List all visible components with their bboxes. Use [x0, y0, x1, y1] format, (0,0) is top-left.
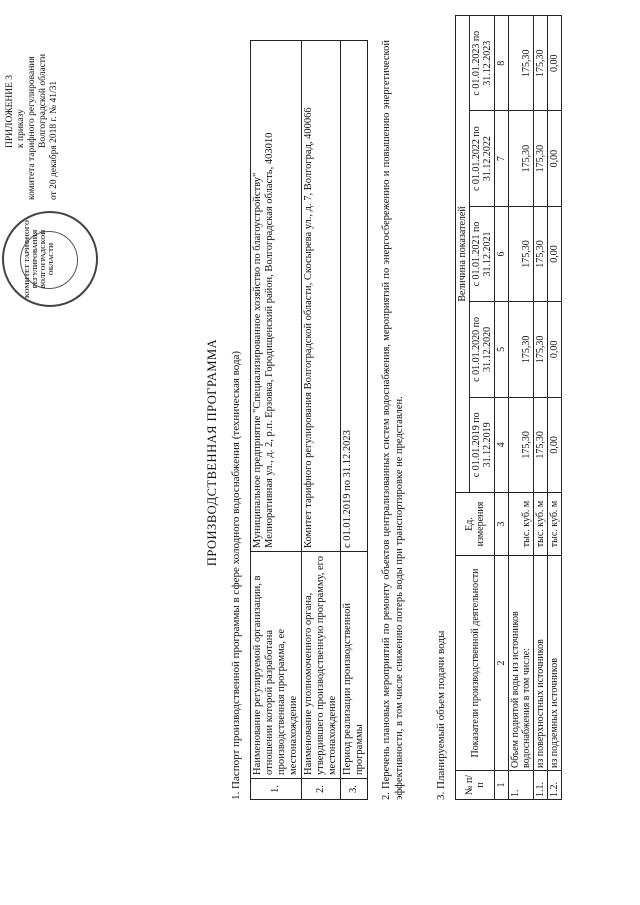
row-value [251, 41, 302, 552]
table-row [251, 41, 302, 800]
water-volume-table [455, 15, 562, 800]
row-number: 1. [251, 779, 302, 800]
row-value: 175,30 [509, 16, 534, 111]
annex-line-3: Волгоградской области [38, 53, 48, 148]
row-value [302, 41, 341, 552]
annex-line-1: к приказу [16, 109, 26, 148]
row-label: Наименование уполномоченного органа, утвердившего производственную программу, его местонахождение [302, 552, 341, 779]
header-period: с 01.01.2021 по 31.12.2021 [470, 206, 495, 301]
header-num: № п/п [456, 771, 495, 800]
row-value: 175,30 [534, 111, 548, 206]
section-1-heading: 1. Паспорт производственной программы в сфере холодного водоснабжения (техническая вода) [230, 350, 242, 800]
col-number: 1 [495, 771, 509, 800]
row-number: 1.2. [548, 771, 562, 800]
header-unit: Ед. измерения [456, 493, 495, 556]
header-period: с 01.01.2019 по 31.12.2019 [470, 397, 495, 492]
header-period: с 01.01.2022 по 31.12.2022 [470, 111, 495, 206]
row-unit: тыс. куб. м [509, 493, 534, 556]
section-3-heading: 3. Планируемый объем подачи воды [435, 630, 447, 800]
col-number: 7 [495, 111, 509, 206]
col-number: 3 [495, 493, 509, 556]
header-period: с 01.01.2023 по 31.12.2023 [470, 16, 495, 111]
column-number-row [495, 16, 509, 800]
row-number: 2. [302, 779, 341, 800]
document-title: ПРОИЗВОДСТВЕННАЯ ПРОГРАММА [205, 338, 219, 567]
header-group: Величина показателей [456, 16, 470, 493]
official-seal [2, 211, 98, 307]
header-row [456, 16, 470, 800]
col-number: 5 [495, 302, 509, 397]
table-row [509, 16, 534, 800]
header-period: с 01.01.2020 по 31.12.2020 [470, 302, 495, 397]
row-value: 0,00 [548, 397, 562, 492]
row-value [341, 41, 368, 552]
header-indicator: Показатели производственной деятельности [456, 556, 495, 771]
table-row [302, 41, 341, 800]
section-2-text: 2. Перечень плановых мероприятий по ремонту объектов централизованных систем водоснабжения, мероприятий по энергосбережению и повышению энергетической эффективности, в том числе снижению потерь воды при транспортировке не представлен. [381, 40, 405, 800]
row-value: 175,30 [509, 302, 534, 397]
col-number: 8 [495, 16, 509, 111]
row-value: 0,00 [548, 302, 562, 397]
table-row [548, 16, 562, 800]
annex-line-2: комитета тарифного регулирования [27, 56, 37, 200]
annex-block [5, 20, 60, 240]
row-value-line: с 01.01.2019 по 31.12.2023 [342, 430, 353, 548]
row-label: Наименование регулируемой организации, в отношении которой разработана производственная программа, ее местонахождение [251, 552, 302, 779]
row-indicator: из подземных источников [548, 556, 562, 771]
row-number: 1.1. [534, 771, 548, 800]
row-unit: тыс. куб. м [548, 493, 562, 556]
row-value: 175,30 [509, 397, 534, 492]
row-value: 0,00 [548, 16, 562, 111]
row-number: 1. [509, 771, 534, 800]
row-unit: тыс. куб. м [534, 493, 548, 556]
row-value: 175,30 [534, 16, 548, 111]
row-value: 175,30 [534, 206, 548, 301]
table-row [534, 16, 548, 800]
row-value: 175,30 [534, 397, 548, 492]
seal-text: КОМИТЕТ ТАРИФНОГО РЕГУЛИРОВАНИЯ ВОЛГОГРАДСКОЙ ОБЛАСТИ [24, 220, 55, 298]
annex-line-4: от 20 декабря 2018 г. № 41/31 [49, 80, 59, 200]
passport-table [250, 40, 368, 800]
col-number: 4 [495, 397, 509, 492]
row-indicator: Объем поднятой воды из источников водоснабжения в том числе: [509, 556, 534, 771]
row-value: 175,30 [509, 111, 534, 206]
row-value: 0,00 [548, 206, 562, 301]
row-number: 3. [341, 779, 368, 800]
row-value: 175,30 [534, 302, 548, 397]
row-value-line: Мелиоративная ул., д. 2, р.п. Ерзовка, Городищенский район, Волгоградская область, 403010 [264, 132, 275, 548]
row-value: 175,30 [509, 206, 534, 301]
col-number: 2 [495, 556, 509, 771]
row-indicator: из поверхностных источников [534, 556, 548, 771]
row-value: 0,00 [548, 111, 562, 206]
table-row [341, 41, 368, 800]
row-value-line: Комитет тарифного регулирования Волгоградской области, Скосырева ул., д. 7, Волгоград, 400066 [303, 107, 314, 548]
row-value-line: Муниципальное предприятие "Специализированное хозяйство по благоустройству" [252, 172, 263, 548]
annex-title: ПРИЛОЖЕНИЕ 3 [5, 74, 15, 148]
row-label: Период реализации производственной программы [341, 552, 368, 779]
col-number: 6 [495, 206, 509, 301]
